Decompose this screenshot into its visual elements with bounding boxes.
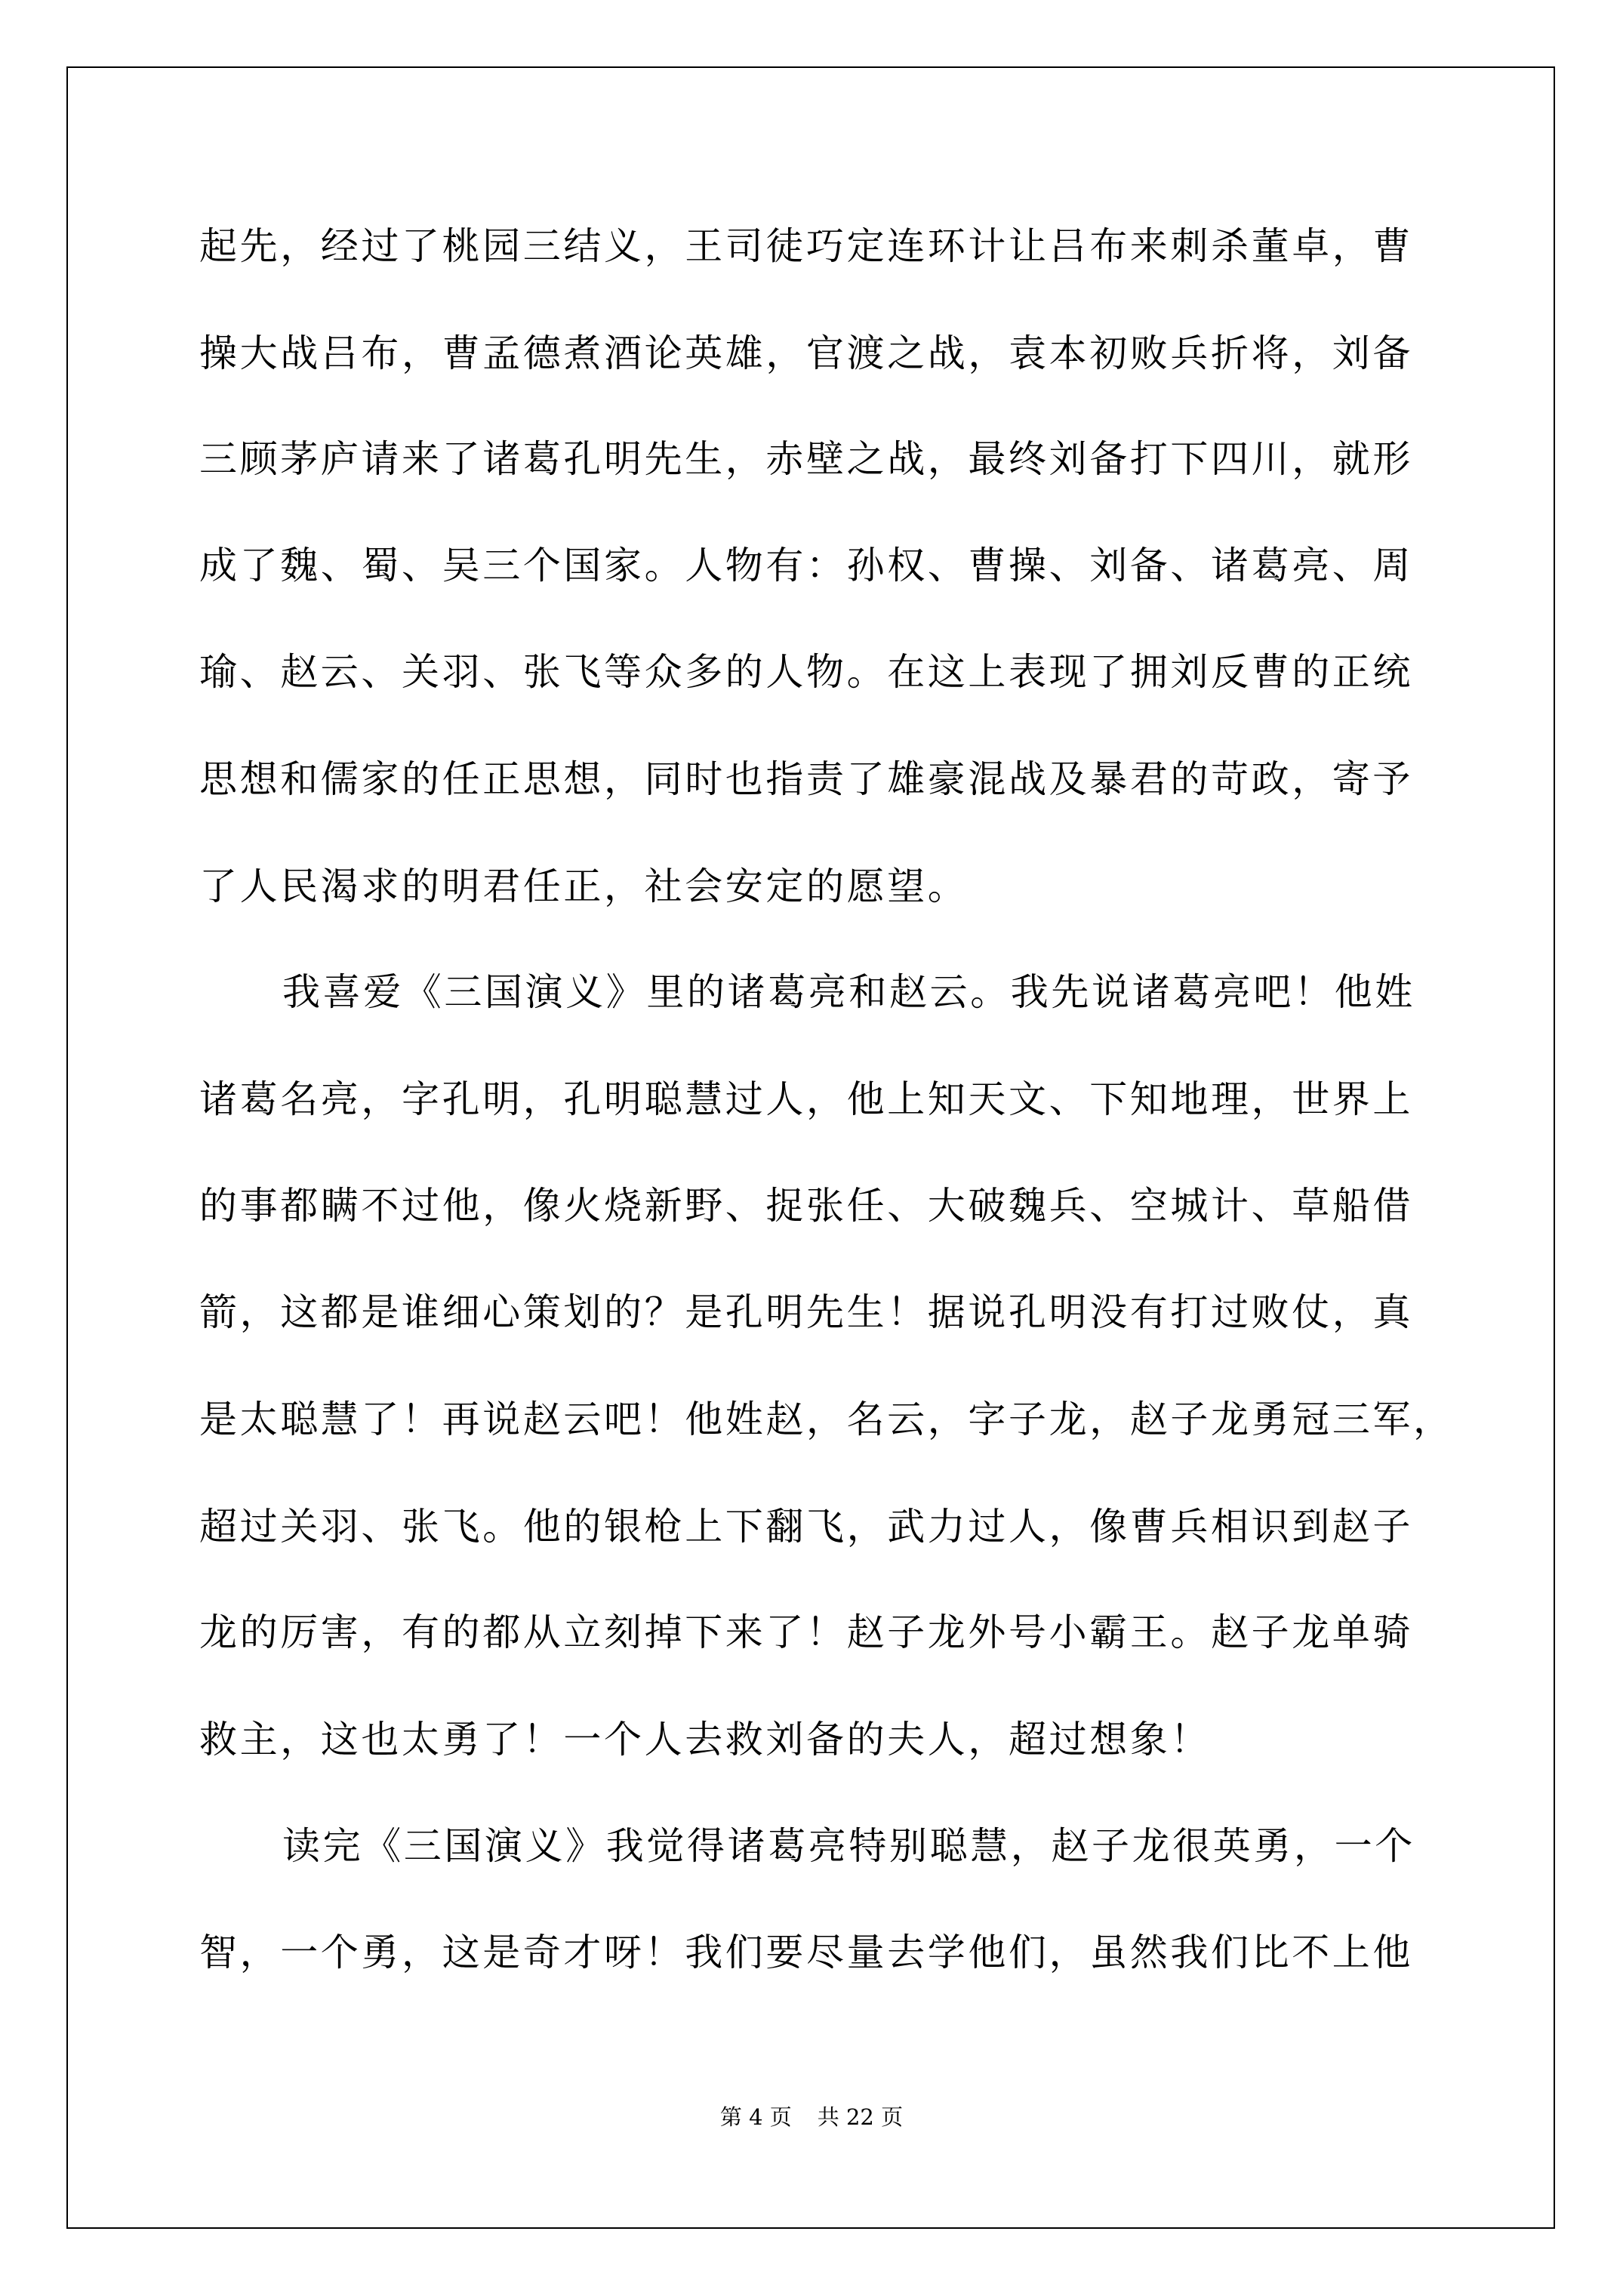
page-footer (0, 2102, 1623, 2132)
text-line: 思想和儒家的任正思想，同时也指责了雄豪混战及暴君的苛政，寄予 (199, 757, 1413, 801)
text-line: 诸葛名亮，字孔明，孔明聪慧过人，他上知天文、下知地理，世界上 (199, 1077, 1413, 1121)
text-line: 操大战吕布，曹孟德煮酒论英雄，官渡之战，袁本初败兵折将，刘备 (199, 331, 1413, 375)
text-line: 龙的厉害，有的都从立刻掉下来了！赵子龙外号小霸王。赵子龙单骑 (199, 1610, 1413, 1654)
text-line: 的事都瞒不过他，像火烧新野、捉张任、大破魏兵、空城计、草船借 (199, 1184, 1413, 1228)
text-line: 起先，经过了桃园三结义，王司徒巧定连环计让吕布来刺杀董卓，曹 (199, 224, 1413, 268)
page-total: 共 22 页 (817, 2104, 904, 2130)
text-line: 救主，这也太勇了！一个人去救刘备的夫人，超过想象！ (199, 1718, 1211, 1761)
text-line: 三顾茅庐请来了诸葛孔明先生，赤壁之战，最终刘备打下四川，就形 (199, 437, 1413, 481)
text-line: 读完《三国演义》我觉得诸葛亮特别聪慧，赵子龙很英勇，一个 (282, 1824, 1415, 1868)
page-number: 第 4 页 (719, 2104, 792, 2130)
text-line: 超过关羽、张飞。他的银枪上下翻飞，武力过人，像曹兵相识到赵子 (199, 1505, 1413, 1549)
text-line: 箭，这都是谁细心策划的？是孔明先生！据说孔明没有打过败仗，真 (199, 1290, 1413, 1334)
text-line: 我喜爱《三国演义》里的诸葛亮和赵云。我先说诸葛亮吧！他姓 (282, 970, 1415, 1014)
text-line: 智，一个勇，这是奇才呀！我们要尽量去学他们，虽然我们比不上他 (199, 1931, 1413, 1974)
text-line: 是太聪慧了！再说赵云吧！他姓赵，名云，字子龙，赵子龙勇冠三军， (199, 1398, 1454, 1441)
text-line: 瑜、赵云、关羽、张飞等众多的人物。在这上表现了拥刘反曹的正统 (199, 650, 1413, 694)
page-border (66, 66, 1555, 2229)
text-line: 了人民渴求的明君任正，社会安定的愿望。 (199, 864, 969, 908)
text-line: 成了魏、蜀、吴三个国家。人物有：孙权、曹操、刘备、诸葛亮、周 (199, 544, 1413, 587)
